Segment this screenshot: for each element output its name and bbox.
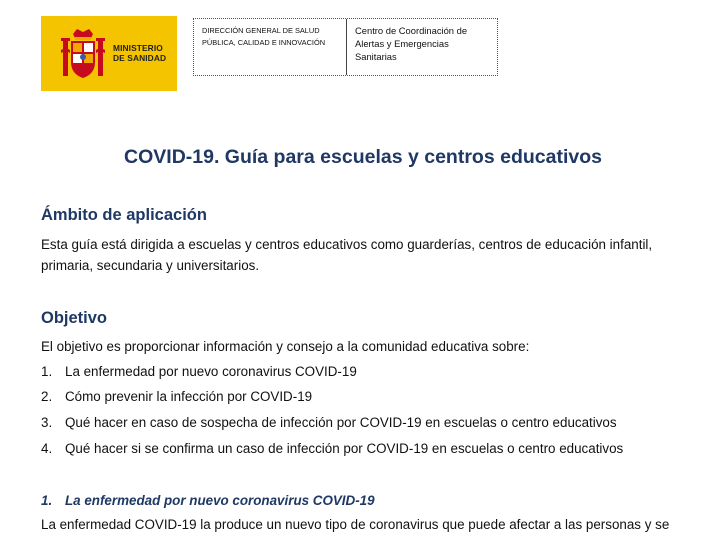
enfermedad-heading-text: La enfermedad por nuevo coronavirus COVID-19 xyxy=(65,493,375,508)
ministry-logo xyxy=(41,16,177,91)
list-item-text: Qué hacer si se confirma un caso de infección por COVID-19 en escuelas o centro educativos xyxy=(65,441,624,456)
directorate-line-1: DIRECCIÓN GENERAL DE SALUD xyxy=(202,26,320,35)
centre-line-1: Centro de Coordinación de xyxy=(355,25,468,36)
coat-of-arms-icon xyxy=(61,26,105,82)
enfermedad-heading xyxy=(41,493,375,508)
list-item-text: Cómo prevenir la infección por COVID-19 xyxy=(65,389,313,404)
directorate-cell xyxy=(194,19,347,75)
enfermedad-text: La enfermedad COVID-19 la produce un nuevo tipo de coronavirus que puede afectar a las personas y se xyxy=(41,517,670,532)
objetivo-intro: El objetivo es proporcionar información y consejo a la comunidad educativa sobre: xyxy=(41,339,530,354)
list-item-number: 4. xyxy=(41,441,53,456)
list-item xyxy=(41,440,623,458)
objetivo-heading: Objetivo xyxy=(41,309,108,327)
enfermedad-number: 1. xyxy=(41,493,53,508)
list-item-text: La enfermedad por nuevo coronavirus COVID-19 xyxy=(65,364,357,379)
ministry-line-2: DE SANIDAD xyxy=(113,53,167,63)
centre-line-2: Alertas y Emergencias xyxy=(355,38,449,49)
list-item-text: Qué hacer en caso de sospecha de infección por COVID-19 en escuelas o centro educativos xyxy=(65,415,617,430)
list-item-number: 3. xyxy=(41,415,53,430)
list-item-number: 1. xyxy=(41,364,53,379)
centre-cell xyxy=(347,19,497,75)
list-item xyxy=(41,363,357,381)
list-item xyxy=(41,388,312,406)
header-info-box xyxy=(193,18,498,76)
list-item xyxy=(41,414,617,432)
ministry-line-1: MINISTERIO xyxy=(113,43,163,53)
ambito-text: Esta guía está dirigida a escuelas y centros educativos como guarderías, centros de educación infantil, primaria, secundaria y universitarios. xyxy=(41,237,653,273)
centre-line-3: Sanitarias xyxy=(355,51,397,62)
list-item-number: 2. xyxy=(41,389,53,404)
ministry-name xyxy=(113,43,166,63)
directorate-line-2: PÚBLICA, CALIDAD E INNOVACIÓN xyxy=(202,38,326,47)
ambito-heading: Ámbito de aplicación xyxy=(41,206,207,224)
document-title: COVID-19. Guía para escuelas y centros educativos xyxy=(124,146,602,168)
